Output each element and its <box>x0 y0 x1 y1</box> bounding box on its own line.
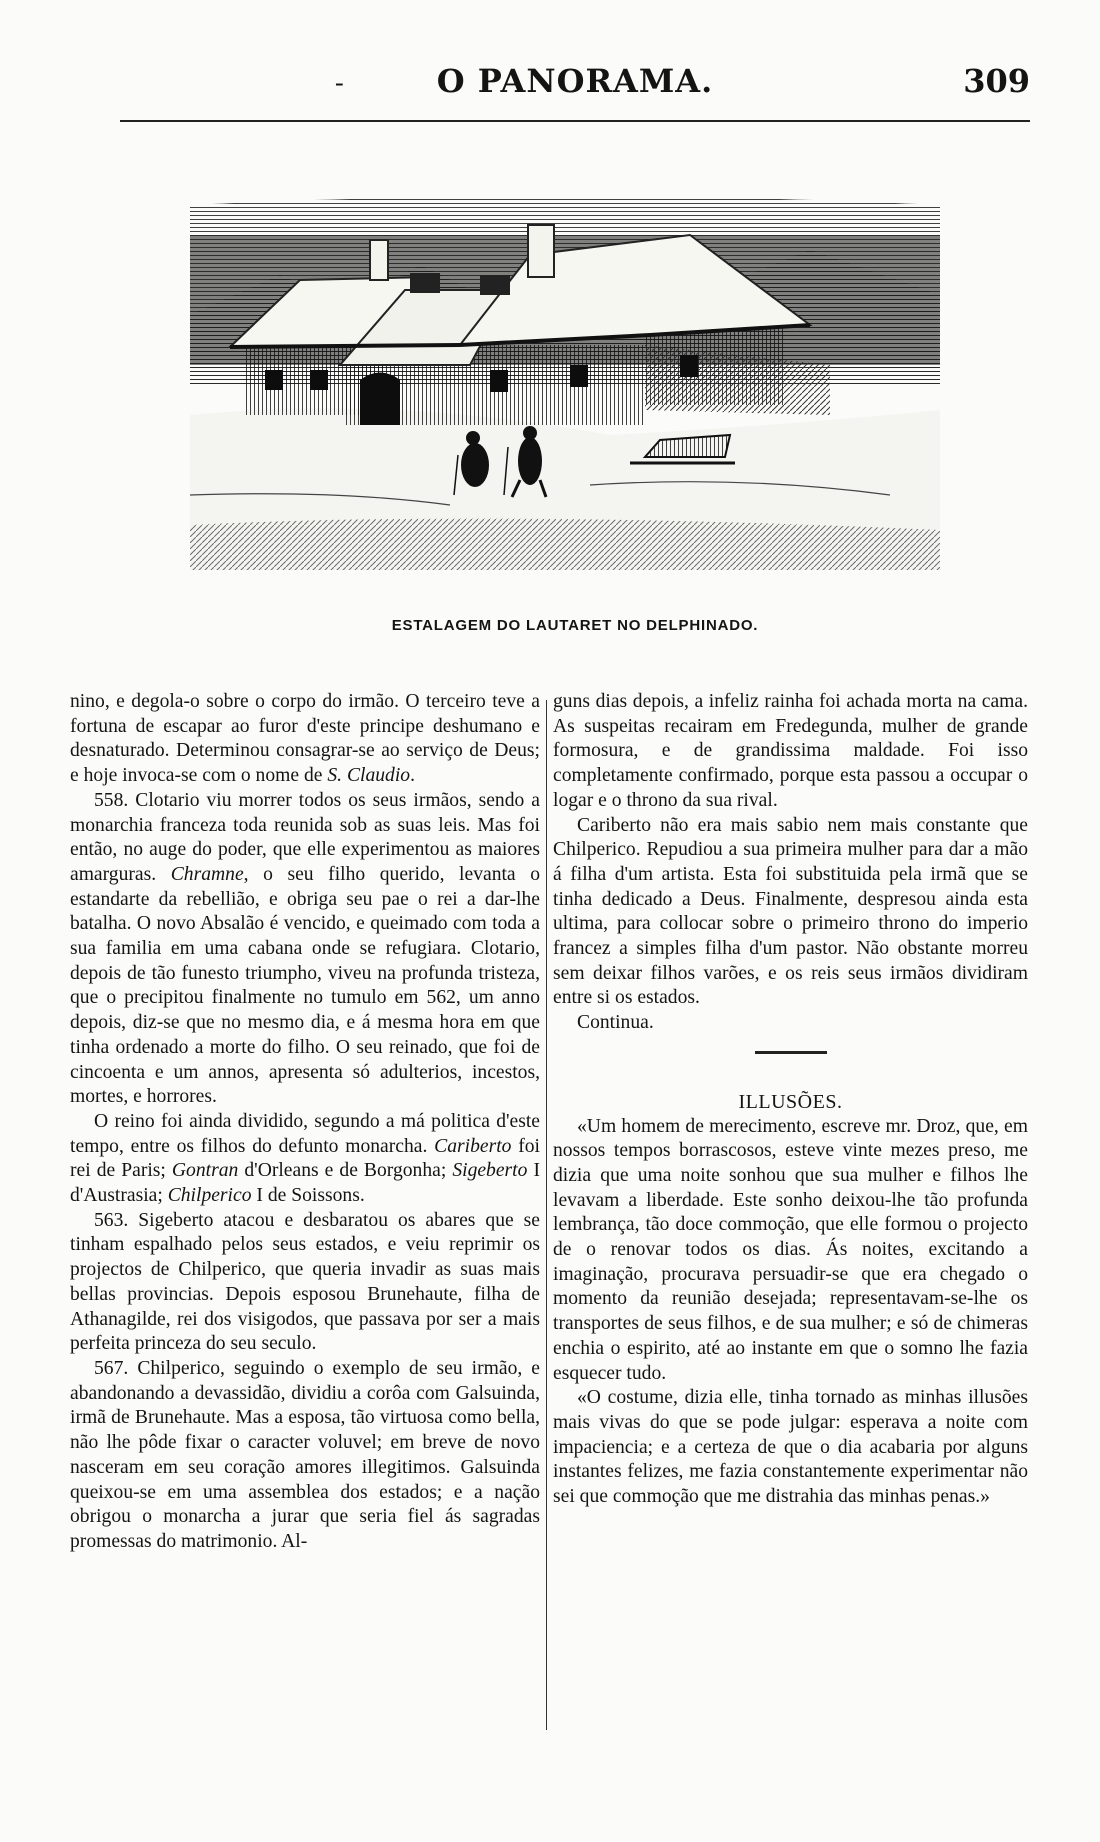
paragraph-567: 567. Chilperico, seguindo o exemplo de seu irmão, e abandonando a devassidão, dividiu a corôa com Galsuinda, irmã de Brunehaute. Mas a esposa, tão virtuosa como bella, não lhe pôde fixar o caracter voluvel; em breve de novo nasceram em seu coração amores illegitimos. Galsuinda queixou-se em uma assemblea dos estados; e a nação obrigou o monarcha a jurar que seria fiel ás sagradas promessas do matrimonio. Al- <box>70 1357 540 1552</box>
paragraph-563: 563. Sigeberto atacou e desbaratou os abares que se tinham espalhado pelos seus estados, e veiu reprimir os projectos de Chilperico, que queria invadir as suas mais bellas provincias. Depois esposou Brunehaute, filha de Athanagilde, rei dos visigodos, que passava por ser a mais perfeita princeza do seu seculo. <box>70 1209 540 1355</box>
section-rule <box>755 1051 827 1054</box>
header-rule <box>120 120 1030 122</box>
figure-caption: ESTALAGEM DO LAUTARET NO DELPHINADO. <box>391 617 759 634</box>
paragraph: Cariberto não era mais sabio nem mais constante que Chilperico. Repudiou a sua primeira mulher para dar a mão á filha d'um artista. Esta foi substituida pela irmã que se tinha dedicado a Deus. Finalmente, despresou ainda esta ultima, para collocar sobre o primeiro throno do imperio francez a simples filha d'um pastor. Não obstante morreu sem deixar filhos varões, e os reis seus irmãos dividiram entre si os estados. <box>553 814 1028 1009</box>
paragraph-558: 558. Clotario viu morrer todos os seus irmãos, sendo a monarchia franceza toda reunida sob as suas leis. Mas foi então, no auge do poder, que elle experimentou as maiores amarguras. Chramne, o seu filho querido, levanta o estandarte da rebellião, e obriga seu pae o rei a dar-lhe batalha. O novo Absalão é vencido, e queimado com toda a sua familia em uma cabana onde se refugiara. Clotario, depois de tão funesto triumpho, viveu na profunda tristeza, que o precipitou finalmente no tumulo em 562, um anno depois, diz-se que no mesmo dia, e á mesma hora em que tinha ordenado a morte do filho. O seu reinado, que foi de cincoenta e um annos, apresenta só adulterios, incestos, mortes, e horrores. <box>70 789 540 1108</box>
right-column <box>553 690 1028 1510</box>
paragraph: «Um homem de merecimento, escreve mr. Droz, que, em nossos tempos borrascosos, esteve vinte mezes preso, me dizia que uma noite sonhou que sua mulher e filhos lhe levavam a liberdade. Este sonho deixou-lhe tão profunda lembrança, tão doce commoção, que elle formou o projecto de o renovar todos os dias. Ás noites, excitando a imaginação, procurava persuadir-se que era chegado o momento da reunião desejada; representavam-se-lhe os transportes de seus filhos, e de sua mulher; e só de chimeras enchia o espirito, até ao instante em que o somno lhe fazia esquecer tudo. <box>553 1115 1028 1384</box>
paragraph: nino, e degola-o sobre o corpo do irmão. O terceiro teve a fortuna de escapar ao furor d'este principe deshumano e desnaturado. Determinou consagrar-se ao serviço de Deus; e hoje invoca-se com o nome de S. Claudio. <box>70 691 540 787</box>
masthead-dash: - <box>335 68 344 97</box>
inn-engraving <box>190 195 940 570</box>
paragraph: O reino foi ainda dividido, segundo a má politica d'este tempo, entre os filhos do defunto monarcha. Cariberto foi rei de Paris; Gontran d'Orleans e de Borgonha; Sigeberto I d'Austrasia; Chilperico I de Soissons. <box>70 1110 540 1207</box>
paragraph: «O costume, dizia elle, tinha tornado as minhas illusões mais vivas do que se pode julgar: esperava a noite com impaciencia; e a certeza de que o dia acabaria por alguns instantes felizes, me fazia constantemente experimentar não sei que commoção que me distrahia das minhas penas.» <box>553 1387 1028 1508</box>
continua-note: Continua. <box>577 1012 654 1034</box>
masthead <box>120 62 1030 102</box>
column-divider <box>546 700 547 1730</box>
left-column <box>70 690 540 1555</box>
page-number: 309 <box>963 62 1030 100</box>
paragraph: guns dias depois, a infeliz rainha foi achada morta na cama. As suspeitas recairam em Fredegunda, mulher de grande formosura, e de grandissima maldade. Foi isso completamente confirmado, porque esta passou a occupar o logar e o throno da sua rival. <box>553 691 1028 811</box>
journal-title: O PANORAMA. <box>436 62 714 100</box>
section-title: ILLUSÕES. <box>738 1090 843 1113</box>
